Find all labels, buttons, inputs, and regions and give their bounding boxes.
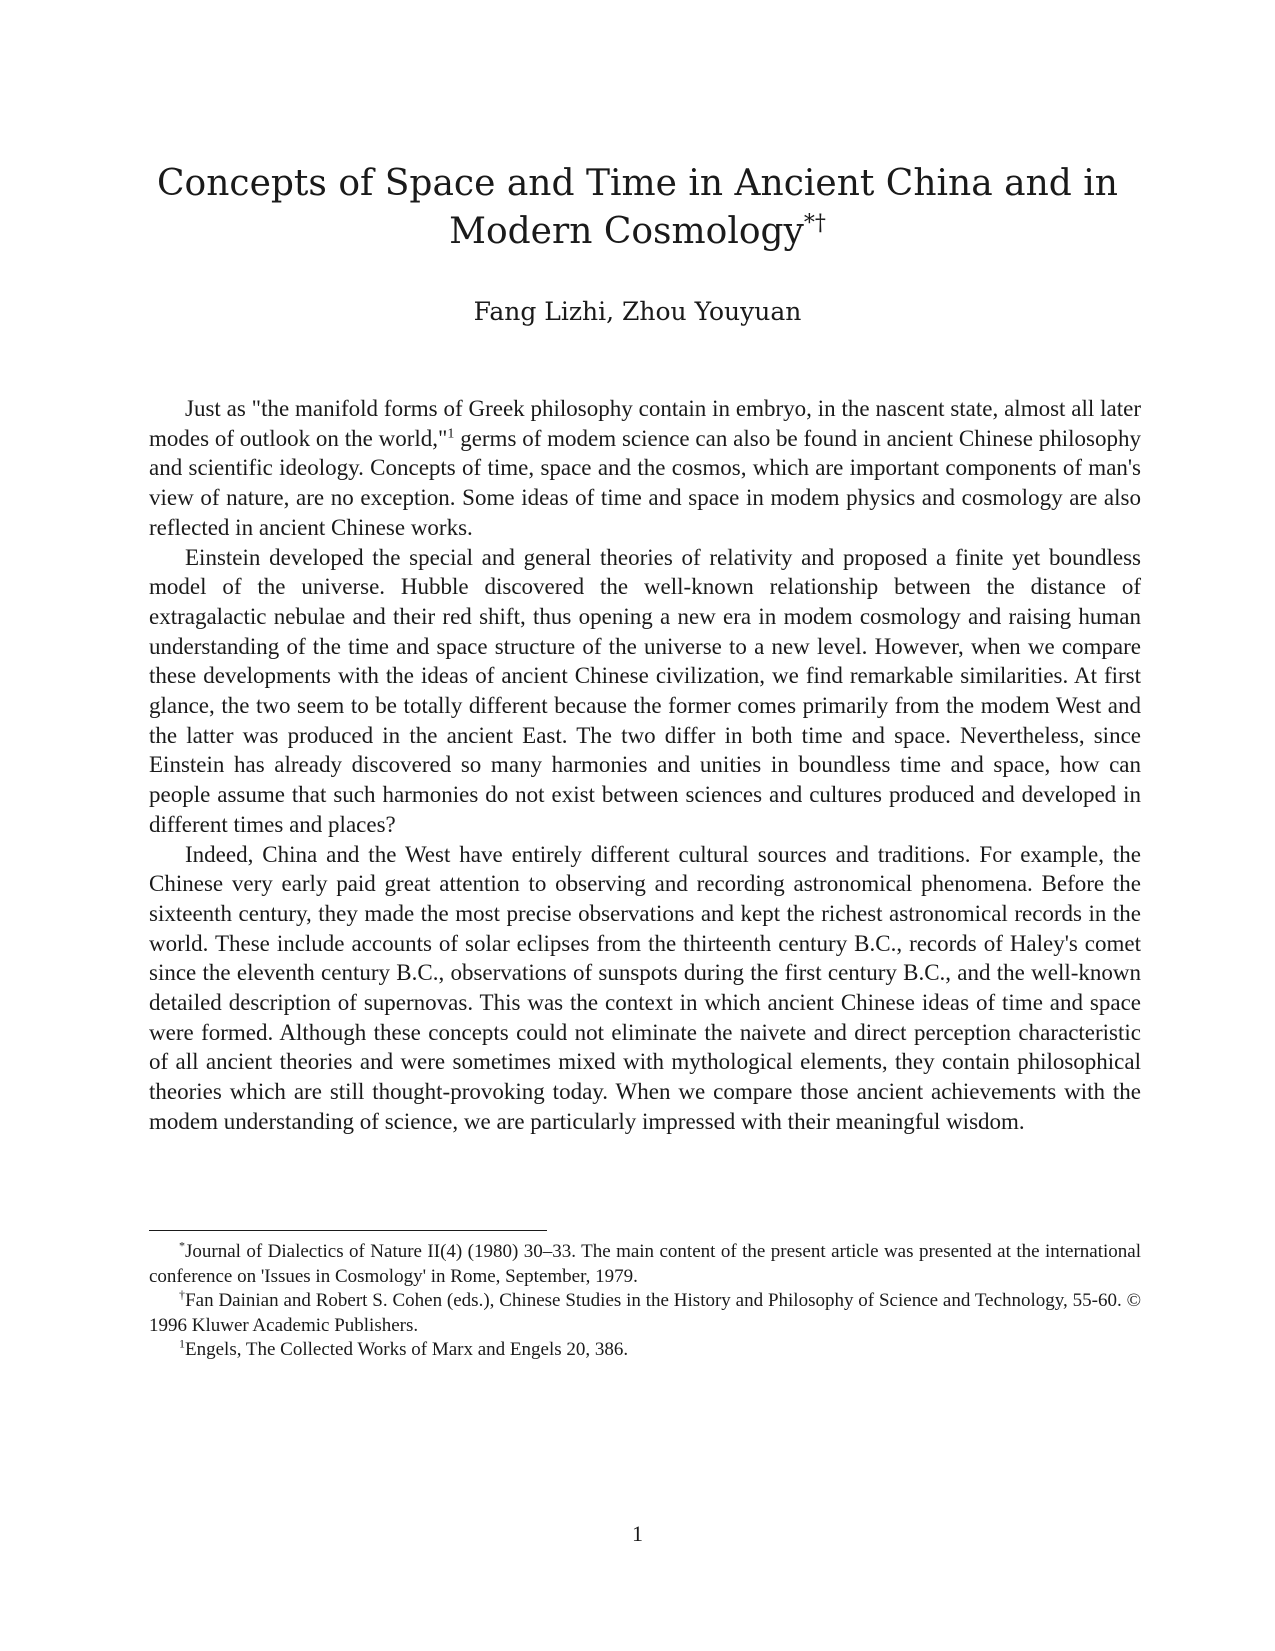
footnote-3-mark: 1 — [179, 1336, 185, 1351]
footnote-ref-1: 1 — [447, 426, 455, 442]
title-footnote-marks: *† — [803, 211, 826, 236]
footnote-3 — [149, 1338, 1141, 1363]
footnote-1-mark: * — [179, 1238, 185, 1253]
footnote-2 — [149, 1289, 1141, 1338]
author-list: Fang Lizhi, Zhou Youyuan — [473, 297, 802, 326]
paragraph-1 — [149, 394, 1141, 543]
title-line-1: Concepts of Space and Time in Ancient China and in — [157, 163, 1118, 204]
footnote-2-mark: † — [179, 1287, 186, 1302]
paper-title — [140, 160, 1135, 256]
paragraph-1-text-b: germs of modem science can also be found in ancient Chinese philosophy and scientific ideology. Concepts of time, space and the cosmos, which are important components of man's view of nature, are no exception. Some ideas of time and space in modem physics and cosmology are also reflected in ancient Chinese works. — [149, 425, 1141, 540]
paragraph-2: Einstein developed the special and general theories of relativity and proposed a finite yet boundless model of the universe. Hubble discovered the well-known relationship between the distance of extragalactic nebulae and their red shift, thus opening a new era in modem cosmology and raising human understanding of the time and space structure of the universe to a new level. However, when we compare these developments with the ideas of ancient Chinese civilization, we find remarkable similarities. At first glance, the two seem to be totally different because the former comes primarily from the modem West and the latter was produced in the ancient East. The two differ in both time and space. Nevertheless, since Einstein has already discovered so many harmonies and unities in boundless time and space, how can people assume that such harmonies do not exist between sciences and cultures produced and developed in different times and places? — [149, 544, 1141, 837]
footnote-1 — [149, 1240, 1141, 1289]
footnotes — [149, 1240, 1141, 1363]
article-body — [149, 394, 1141, 1137]
page-number: 1 — [632, 1521, 643, 1546]
title-line-2: Modern Cosmology — [449, 211, 804, 252]
footnote-1-text: Journal of Dialectics of Nature II(4) (1980) 30–33. The main content of the present article was presented at the international conference on 'Issues in Cosmology' in Rome, September, 1979. — [149, 1241, 1141, 1287]
footnote-2-text: Fan Dainian and Robert S. Cohen (eds.), Chinese Studies in the History and Philosophy of Science and Technology, 55-60. © 1996 Kluwer Academic Publishers. — [149, 1290, 1142, 1336]
footnote-3-text: Engels, The Collected Works of Marx and Engels 20, 386. — [185, 1339, 629, 1360]
paragraph-3: Indeed, China and the West have entirely different cultural sources and traditions. For example, the Chinese very early paid great attention to observing and recording astronomical phenomena. Before the sixteenth century, they made the most precise observations and kept the richest astronomical records in the world. These include accounts of solar eclipses from the thirteenth century B.C., records of Haley's comet since the eleventh century B.C., observations of sunspots during the first century B.C., and the well-known detailed description of supernovas. This was the context in which ancient Chinese ideas of time and space were formed. Although these concepts could not eliminate the naivete and direct perception characteristic of all ancient theories and were sometimes mixed with mythological elements, they contain philosophical theories which are still thought-provoking today. When we compare those ancient achievements with the modem understanding of science, we are particularly impressed with their meaningful wisdom. — [149, 841, 1141, 1134]
paragraph-1-text-a: Just as "the manifold forms of Greek philosophy contain in embryo, in the nascent state, almost all later modes of outlook on the world," — [149, 396, 1141, 451]
footnote-divider — [149, 1230, 547, 1231]
